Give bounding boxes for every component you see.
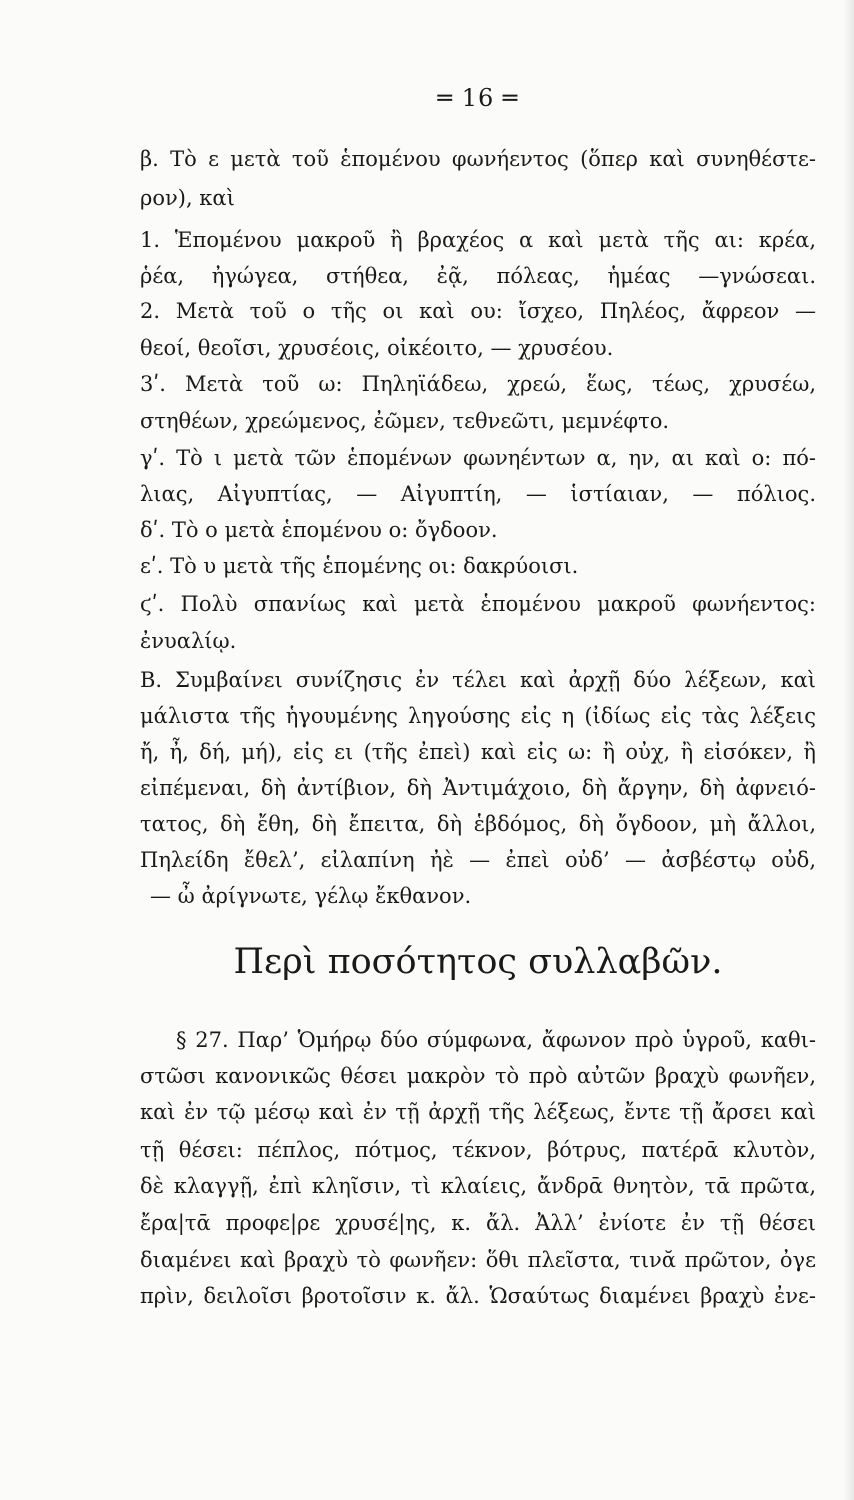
text-line: θεοί, θεοῖσι, χρυσέοις, οἰκέοιτο, — χρυσέου. [140, 336, 614, 360]
section-heading: Περὶ ποσότητος συλλαβῶν. [233, 942, 723, 982]
text-line: ῥέα, ἠγώγεα, στήθεα, ἐᾷ, πόλεας, ἡμέας —γνώσεαι. [140, 264, 816, 288]
text-line: στῶσι κανονικῶς θέσει μακρὸν τὸ πρὸ αὐτῶν βραχὺ φωνῆεν, [140, 1064, 816, 1088]
text-line: 2. Μετὰ τοῦ ο τῆς οι καὶ ου: ἴσχεο, Πηλέος, ἄφρεον — [140, 299, 816, 323]
text-line: πρὶν, δειλοῖσι βροτοῖσιν κ. ἄλ. Ὡσαύτως διαμένει βραχὺ ἐνε- [140, 1284, 816, 1308]
text-line: — ὦ ἀρίγνωτε, γέλῳ ἔκθανον. [150, 884, 472, 908]
text-line: Πηλείδη ἔθελ’, εἰλαπίνη ἠὲ — ἐπεὶ οὐδ’ — ἀσβέστῳ οὐδ, [140, 848, 816, 872]
text-line: λιας, Αἰγυπτίας, — Αἰγυπτίη, — ἱστίαιαν, — πόλιος. [140, 482, 816, 506]
text-line: β. Τὸ ε μετὰ τοῦ ἑπομένου φωνήεντος (ὅπερ καὶ συνηθέστε- [140, 147, 816, 171]
text-line: γʹ. Τὸ ι μετὰ τῶν ἑπομένων φωνηέντων α, ην, αι καὶ ο: πό- [140, 446, 816, 470]
text-line: τατος, δὴ ἔθη, δὴ ἔπειτα, δὴ ἑβδόμος, δὴ ὄγδοον, μὴ ἄλλοι, [140, 812, 816, 836]
text-line: διαμένει καὶ βραχὺ τὸ φωνῆεν: ὅθι πλεῖστα, τινᾰ πρῶτον, ὀγε [140, 1248, 816, 1272]
text-line: εʹ. Τὸ υ μετὰ τῆς ἑπομένης οι: δακρύοισι. [140, 554, 579, 578]
text-line: § 27. Παρ’ Ὁμήρῳ δύο σύμφωνα, ἄφωνον πρὸ ὑγροῦ, καθι- [176, 1028, 816, 1052]
text-line: ἤ, ἦ, δή, μή), εἰς ει (τῆς ἐπεὶ) καὶ εἰς ω: ἢ οὐχ, ἢ εἰσόκεν, ἢ [140, 740, 816, 764]
page-edge-shadow [844, 0, 854, 1500]
text-line: στηθέων, χρεώμενος, ἐῶμεν, τεθνεῶτι, μεμνέφτο. [140, 409, 670, 433]
text-line: ϛʹ. Πολὺ σπανίως καὶ μετὰ ἑπομένου μακροῦ φωνήεντος: [140, 592, 816, 616]
text-line: ρον), καὶ [140, 186, 235, 210]
text-line: 1. Ἑπομένου μακροῦ ἢ βραχέος α καὶ μετὰ τῆς αι: κρέα, [140, 228, 816, 252]
text-line: δὲ κλαγγῇ, ἐπὶ κληῖσιν, τὶ κλαίεις, ἄνδρᾱ θνητὸν, τᾱ πρῶτα, [140, 1174, 816, 1198]
page-number: ═ 16 ═ [437, 84, 519, 112]
text-line: καὶ ἐν τῷ μέσῳ καὶ ἐν τῇ ἀρχῇ τῆς λέξεως, ἔντε τῇ ἄρσει καὶ [140, 1100, 816, 1124]
text-line: μάλιστα τῆς ἡγουμένης ληγούσης εἰς η (ἰδίως εἰς τὰς λέξεις [140, 704, 816, 728]
text-line: εἰπέμεναι, δὴ ἀντίβιον, δὴ Ἀντιμάχοιο, δὴ ἄργην, δὴ ἀφνειό- [140, 776, 816, 800]
text-line: δʹ. Τὸ ο μετὰ ἑπομένου ο: ὄγδοον. [140, 518, 498, 542]
text-line: ἔρα|τᾱ προφε|ρε χρυσέ|ης, κ. ἄλ. Ἀλλ’ ἐνίοτε ἐν τῇ θέσει [140, 1211, 816, 1235]
text-line: Β. Συμβαίνει συνίζησις ἐν τέλει καὶ ἀρχῇ δύο λέξεων, καὶ [140, 668, 816, 692]
text-line: τῇ θέσει: πέπλος, πότμος, τέκνον, βότρυς, πατέρᾱ κλυτὸν, [140, 1138, 816, 1162]
text-line: ἐνυαλίῳ. [140, 629, 237, 653]
text-line: 3ʹ. Μετὰ τοῦ ω: Πηληϊάδεω, χρεώ, ἕως, τέως, χρυσέω, [140, 372, 816, 396]
